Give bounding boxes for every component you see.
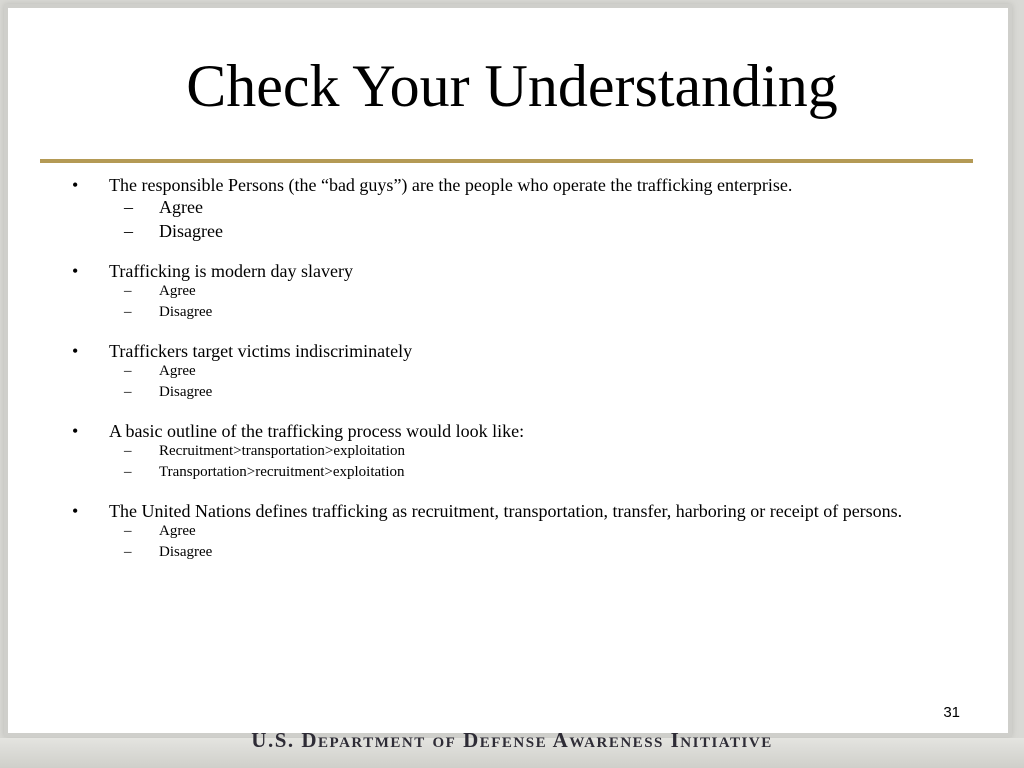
option-text: Recruitment>transportation>exploitation: [159, 443, 406, 459]
bullet-icon: •: [72, 261, 79, 281]
question-item: [72, 261, 972, 323]
option-text: Agree: [159, 197, 203, 217]
answer-option: [72, 382, 972, 403]
option-text: Agree: [159, 363, 196, 379]
dash-icon: –: [124, 384, 132, 400]
dash-icon: –: [124, 544, 132, 560]
question-item: [72, 175, 972, 243]
slide-number: 31: [943, 704, 960, 721]
dash-icon: –: [124, 443, 132, 459]
bullet-icon: •: [72, 421, 79, 441]
slide-title: Check Your Understanding: [186, 53, 838, 119]
bullet-icon: •: [72, 175, 79, 195]
dash-icon: –: [124, 197, 133, 217]
answer-option: [72, 195, 972, 219]
question-text: A basic outline of the trafficking process would look like:: [109, 421, 525, 441]
dash-icon: –: [124, 221, 133, 241]
option-text: Agree: [159, 523, 196, 539]
question-text: Trafficking is modern day slavery: [109, 261, 353, 281]
question-text-row: [72, 421, 972, 441]
bullet-icon: •: [72, 341, 79, 361]
answer-option: [72, 441, 972, 462]
question-item: [72, 501, 972, 563]
option-text: Disagree: [159, 544, 213, 560]
footer-title: U.S. Department of Defense Awareness Initiative: [251, 728, 773, 752]
question-text-row: [72, 175, 972, 195]
option-text: Transportation>recruitment>exploitation: [159, 464, 405, 480]
dash-icon: –: [124, 523, 132, 539]
answer-option: [72, 302, 972, 323]
question-item: [72, 341, 972, 403]
bullet-icon: •: [72, 501, 79, 521]
question-text: The United Nations defines trafficking as recruitment, transportation, transfer, harboring or receipt of persons.: [109, 501, 903, 521]
option-text: Disagree: [159, 221, 223, 241]
question-text-row: [72, 341, 972, 361]
question-text-row: [72, 501, 972, 521]
answer-option: [72, 462, 972, 483]
option-text: Disagree: [159, 304, 213, 320]
answer-option: [72, 521, 972, 542]
dash-icon: –: [124, 363, 132, 379]
answer-option: [72, 361, 972, 382]
answer-option: [72, 542, 972, 563]
question-list: [72, 170, 972, 581]
dash-icon: –: [124, 464, 132, 480]
title-divider: [40, 159, 973, 163]
option-text: Agree: [159, 283, 196, 299]
dash-icon: –: [124, 283, 132, 299]
question-item: [72, 421, 972, 483]
question-text: The responsible Persons (the “bad guys”) are the people who operate the trafficking enterprise.: [109, 175, 793, 195]
dash-icon: –: [124, 304, 132, 320]
answer-option: [72, 219, 972, 243]
question-text: Traffickers target victims indiscriminately: [109, 341, 413, 361]
question-text-row: [72, 261, 972, 281]
option-text: Disagree: [159, 384, 213, 400]
answer-option: [72, 281, 972, 302]
